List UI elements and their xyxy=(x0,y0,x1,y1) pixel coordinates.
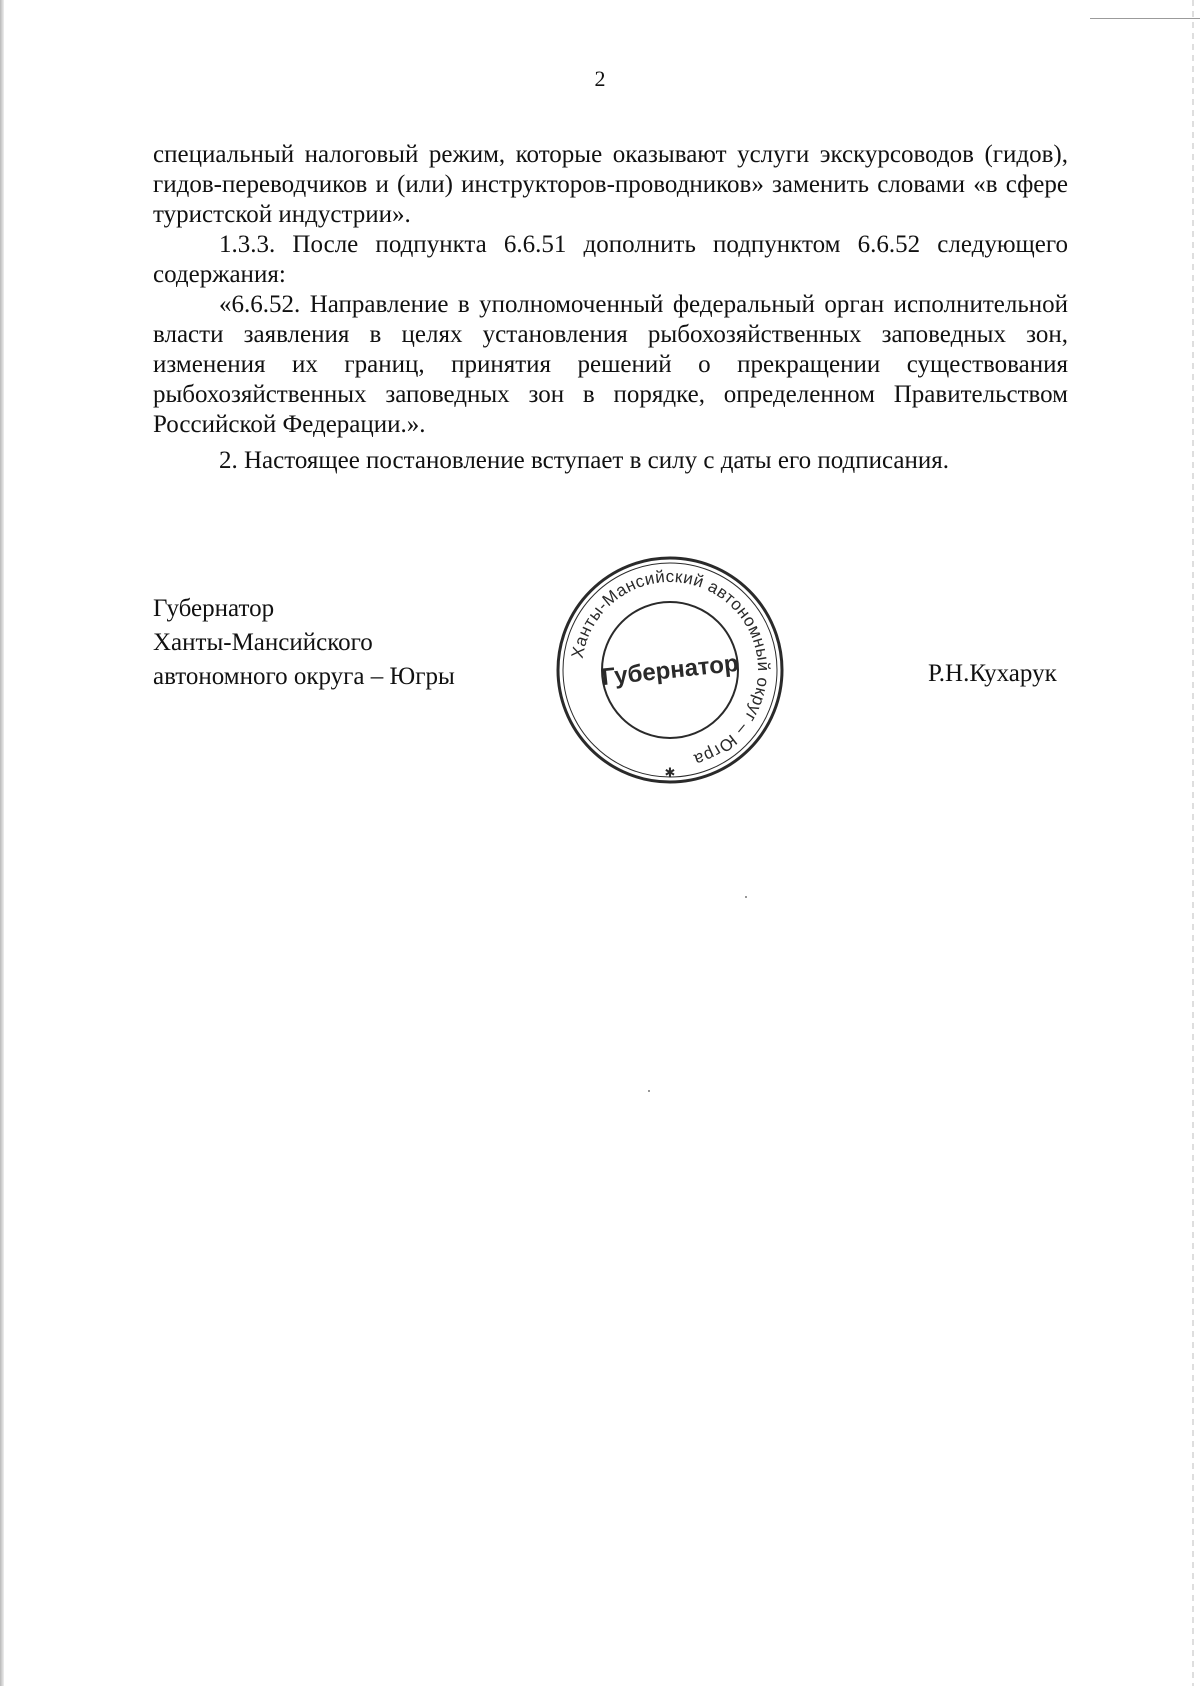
document-body xyxy=(153,140,1068,476)
signer-name: Р.Н.Кухарук xyxy=(928,660,1057,687)
paragraph-6-6-52: «6.6.52. Направление в уполномоченный федеральный орган исполнительной власти заявления в целях установления рыбохозяйственных заповедных зон, изменения их границ, принятия решений о прекращении существования рыбохозяйственных заповедных зон в порядке, определенном Правительством Российской Федерации.». xyxy=(153,291,1068,438)
signature-position-line: автономного округа – Югры xyxy=(153,663,455,690)
scan-edge-left xyxy=(0,0,4,1686)
stamp-center-text: Губернатор xyxy=(600,649,740,692)
scan-speck xyxy=(648,1090,650,1092)
page-number: 2 xyxy=(594,66,606,91)
stamp-star-icon: ✱ xyxy=(664,766,676,781)
paragraph-effective-date: 2. Настоящее постановление вступает в силу с даты его подписания. xyxy=(219,447,949,474)
scan-edge-right xyxy=(1192,0,1194,1686)
scan-speck xyxy=(745,896,747,898)
paragraph-continuation: специальный налоговый режим, которые оказывают услуги экскурсоводов (гидов), гидов-переводчиков и (или) инструкторов-проводников» заменить словами «в сфере туристской индустрии». xyxy=(153,141,1068,228)
signature-position-line: Губернатор xyxy=(153,595,275,622)
stamp-ring-text: Ханты-Мансийский автономный округ – Югра xyxy=(567,566,774,770)
scan-edge-top xyxy=(1090,18,1200,19)
signature-position-line: Ханты-Мансийского xyxy=(153,629,373,656)
paragraph-1-3-3: 1.3.3. После подпункта 6.6.51 дополнить подпунктом 6.6.52 следующего содержания: xyxy=(153,231,1068,288)
official-stamp xyxy=(545,545,795,795)
signature-position xyxy=(153,592,455,694)
